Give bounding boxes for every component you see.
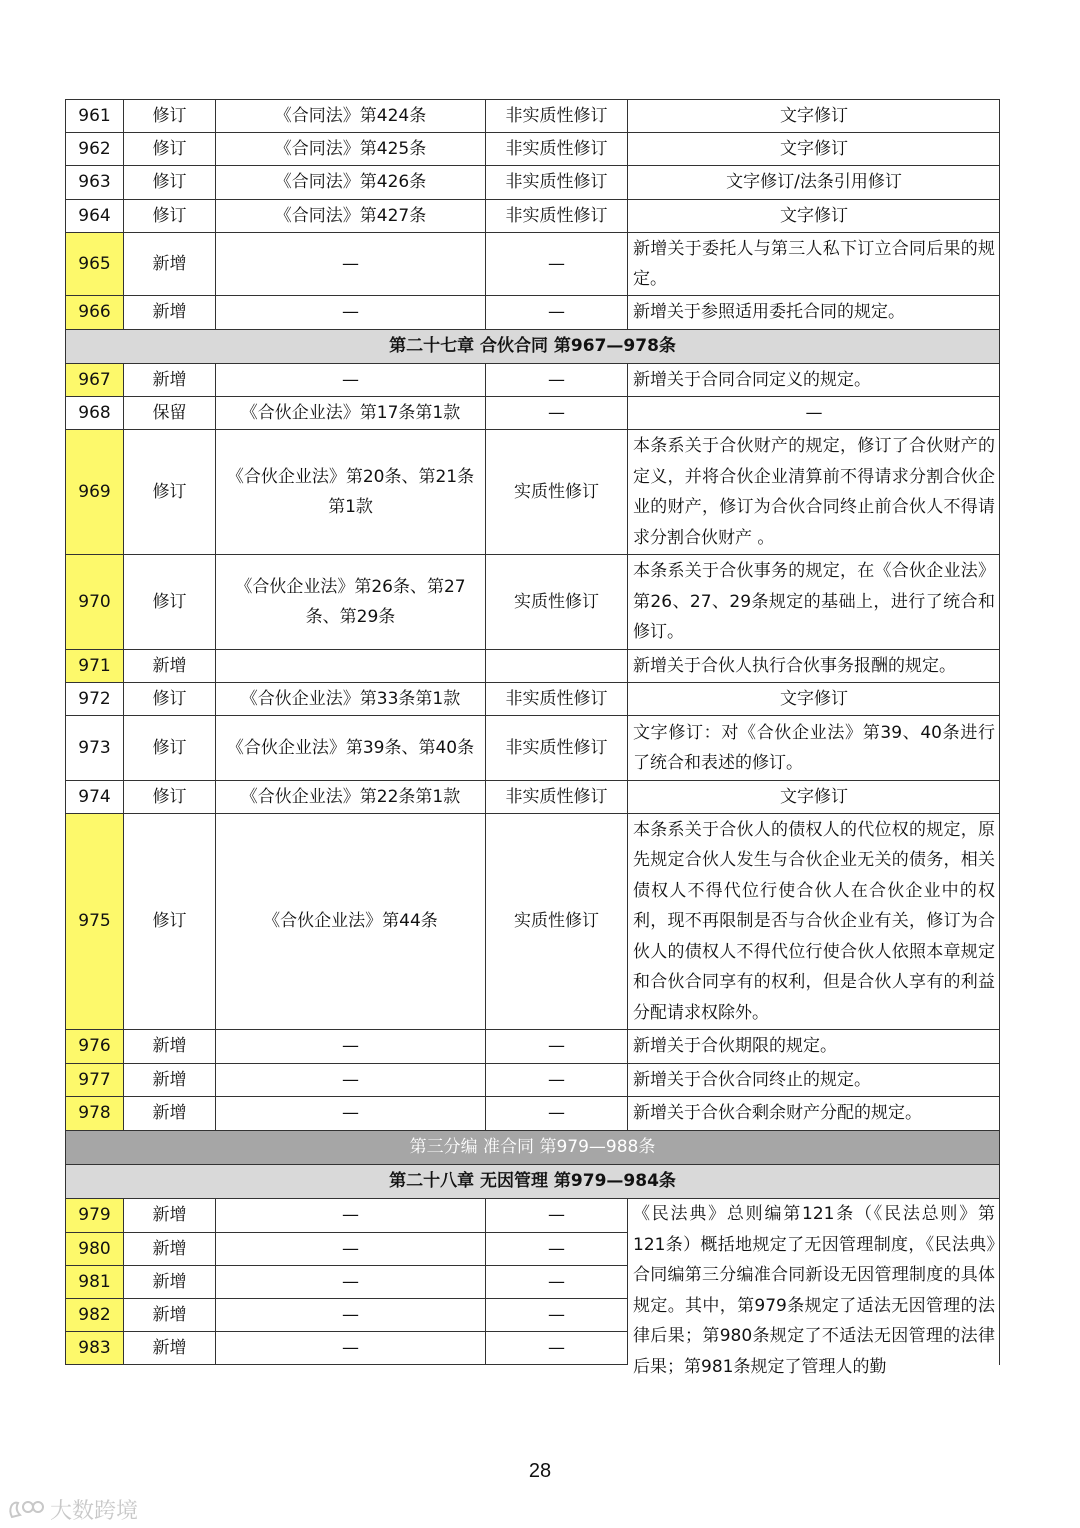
chapter-heading: 第二十七章 合伙合同 第967—978条 [66,330,1000,364]
table-row [66,233,1000,296]
change-nature: — [486,1332,628,1365]
change-nature: — [486,397,628,430]
article-number: 966 [66,296,124,330]
change-description: 文字修订 [628,133,1000,166]
group-description-cell [628,1199,1000,1377]
change-description: 新增关于委托人与第三人私下订立合同后果的规定。 [628,233,1000,296]
article-number: 976 [66,1030,124,1064]
change-type: 修订 [124,555,216,650]
table-row [66,133,1000,166]
change-nature: 非实质性修订 [486,133,628,166]
source-provision: — [216,1299,486,1332]
table-body [66,100,1000,1377]
table-row [66,1199,1000,1233]
source-provision: 《合同法》第426条 [216,166,486,200]
change-nature: — [486,1299,628,1332]
source-provision: 《合伙企业法》第20条、第21条第1款 [216,430,486,555]
article-number: 964 [66,200,124,233]
table-row [66,781,1000,814]
change-description: 文字修订 [628,781,1000,814]
table-row [66,650,1000,683]
table-row [66,555,1000,650]
table-row [66,814,1000,1030]
change-type: 新增 [124,1097,216,1131]
chapter-heading-row [66,330,1000,364]
change-nature: — [486,296,628,330]
source-provision: 《合伙企业法》第22条第1款 [216,781,486,814]
change-description: 新增关于合伙人执行合伙事务报酬的规定。 [628,650,1000,683]
change-type: 修订 [124,200,216,233]
change-type: 新增 [124,650,216,683]
source-provision: — [216,233,486,296]
change-description: 新增关于合伙合剩余财产分配的规定。 [628,1097,1000,1131]
division-heading-row [66,1131,1000,1165]
change-type: 修订 [124,781,216,814]
table-row [66,100,1000,133]
change-description: 新增关于合伙合同终止的规定。 [628,1064,1000,1097]
change-description: 文字修订 [628,200,1000,233]
source-provision: — [216,1266,486,1299]
change-nature: 非实质性修订 [486,100,628,133]
change-description: 新增关于参照适用委托合同的规定。 [628,296,1000,330]
page-number: 28 [528,1460,552,1482]
source-provision: 《合同法》第427条 [216,200,486,233]
table-row [66,430,1000,555]
source-provision: 《合伙企业法》第33条第1款 [216,683,486,716]
source-provision: — [216,296,486,330]
article-number: 970 [66,555,124,650]
article-number: 969 [66,430,124,555]
change-description: 本条系关于合伙事务的规定，在《合伙企业法》第26、27、29条规定的基础上，进行了统合和修订。 [628,555,1000,650]
source-provision: 《合伙企业法》第39条、第40条 [216,716,486,781]
change-nature: 实质性修订 [486,555,628,650]
article-number: 975 [66,814,124,1030]
change-description: 新增关于合同合同定义的规定。 [628,364,1000,397]
source-provision: 《合同法》第424条 [216,100,486,133]
source-provision: — [216,1233,486,1266]
source-provision: — [216,1030,486,1064]
change-type: 新增 [124,364,216,397]
group-description: 《民法典》总则编第121条（《民法总则》第121条）概括地规定了无因管理制度，《民法典》合同编第三分编准合同新设无因管理制度的具体规定。其中，第979条规定了适法无因管理的法律后果；第980条规定了不适法无因管理的法律后果；第981条规定了管理人的勤 [633,1204,995,1377]
change-nature: 非实质性修订 [486,200,628,233]
article-number: 983 [66,1332,124,1365]
change-type: 修订 [124,100,216,133]
table-row [66,1097,1000,1131]
change-nature: 非实质性修订 [486,781,628,814]
article-number: 968 [66,397,124,430]
table-row [66,200,1000,233]
table-row [66,364,1000,397]
change-nature: — [486,1030,628,1064]
change-nature: 非实质性修订 [486,683,628,716]
change-nature: — [486,1097,628,1131]
table-row [66,296,1000,330]
change-type: 新增 [124,233,216,296]
change-nature: — [486,233,628,296]
division-heading: 第三分编 准合同 第979—988条 [66,1131,1000,1165]
change-nature: — [486,1266,628,1299]
change-type: 修订 [124,133,216,166]
article-number: 982 [66,1299,124,1332]
change-type: 修订 [124,716,216,781]
table-row [66,683,1000,716]
source-provision: — [216,1199,486,1233]
watermark-logo-icon [6,1495,46,1523]
change-type: 修订 [124,430,216,555]
source-provision: — [216,364,486,397]
change-description: 本条系关于合伙人的债权人的代位权的规定，原先规定合伙人发生与合伙企业无关的债务，相关债权人不得代位行使合伙人在合伙企业中的权利，现不再限制是否与合伙企业有关，修订为合伙人的债权人不得代位行使合伙人依照本章规定和合伙合同享有的权利，但是合伙人享有的利益分配请求权除外。 [628,814,1000,1030]
source-provision [216,650,486,683]
change-type: 修订 [124,814,216,1030]
article-number: 978 [66,1097,124,1131]
change-type: 新增 [124,296,216,330]
change-description: 文字修订 [628,100,1000,133]
article-number: 962 [66,133,124,166]
source-provision: 《合伙企业法》第17条第1款 [216,397,486,430]
table-row [66,1030,1000,1064]
article-number: 963 [66,166,124,200]
provision-comparison-table [65,99,1000,1377]
table-row [66,1064,1000,1097]
article-number: 961 [66,100,124,133]
source-provision: — [216,1064,486,1097]
watermark [6,1492,138,1526]
change-type: 新增 [124,1266,216,1299]
source-provision: — [216,1097,486,1131]
source-provision: 《合伙企业法》第44条 [216,814,486,1030]
article-number: 967 [66,364,124,397]
chapter-heading-row [66,1165,1000,1199]
change-type: 新增 [124,1064,216,1097]
change-nature: — [486,364,628,397]
table-row [66,397,1000,430]
article-number: 972 [66,683,124,716]
table-row [66,716,1000,781]
source-provision: — [216,1332,486,1365]
change-type: 新增 [124,1199,216,1233]
chapter-heading: 第二十八章 无因管理 第979—984条 [66,1165,1000,1199]
change-nature [486,650,628,683]
source-provision: 《合伙企业法》第26条、第27条、第29条 [216,555,486,650]
change-nature: 非实质性修订 [486,716,628,781]
source-provision: 《合同法》第425条 [216,133,486,166]
change-description: 文字修订：对《合伙企业法》第39、40条进行了统合和表述的修订。 [628,716,1000,781]
article-number: 965 [66,233,124,296]
change-nature: 实质性修订 [486,814,628,1030]
change-nature: — [486,1233,628,1266]
change-nature: 实质性修订 [486,430,628,555]
change-type: 修订 [124,166,216,200]
change-description: 文字修订/法条引用修订 [628,166,1000,200]
article-number: 981 [66,1266,124,1299]
change-type: 新增 [124,1299,216,1332]
change-description: 新增关于合伙期限的规定。 [628,1030,1000,1064]
article-number: 977 [66,1064,124,1097]
change-nature: 非实质性修订 [486,166,628,200]
change-type: 保留 [124,397,216,430]
table-row [66,166,1000,200]
change-nature: — [486,1199,628,1233]
article-number: 971 [66,650,124,683]
change-description: 文字修订 [628,683,1000,716]
change-type: 新增 [124,1030,216,1064]
change-type: 新增 [124,1233,216,1266]
change-description: 本条系关于合伙财产的规定，修订了合伙财产的定义，并将合伙企业清算前不得请求分割合伙企业的财产，修订为合伙合同终止前合伙人不得请求分割合伙财产 。 [628,430,1000,555]
article-number: 974 [66,781,124,814]
watermark-text: 大数跨境 [50,1498,139,1524]
change-nature: — [486,1064,628,1097]
change-description: — [628,397,1000,430]
article-number: 973 [66,716,124,781]
article-number: 979 [66,1199,124,1233]
change-type: 新增 [124,1332,216,1365]
change-type: 修订 [124,683,216,716]
article-number: 980 [66,1233,124,1266]
